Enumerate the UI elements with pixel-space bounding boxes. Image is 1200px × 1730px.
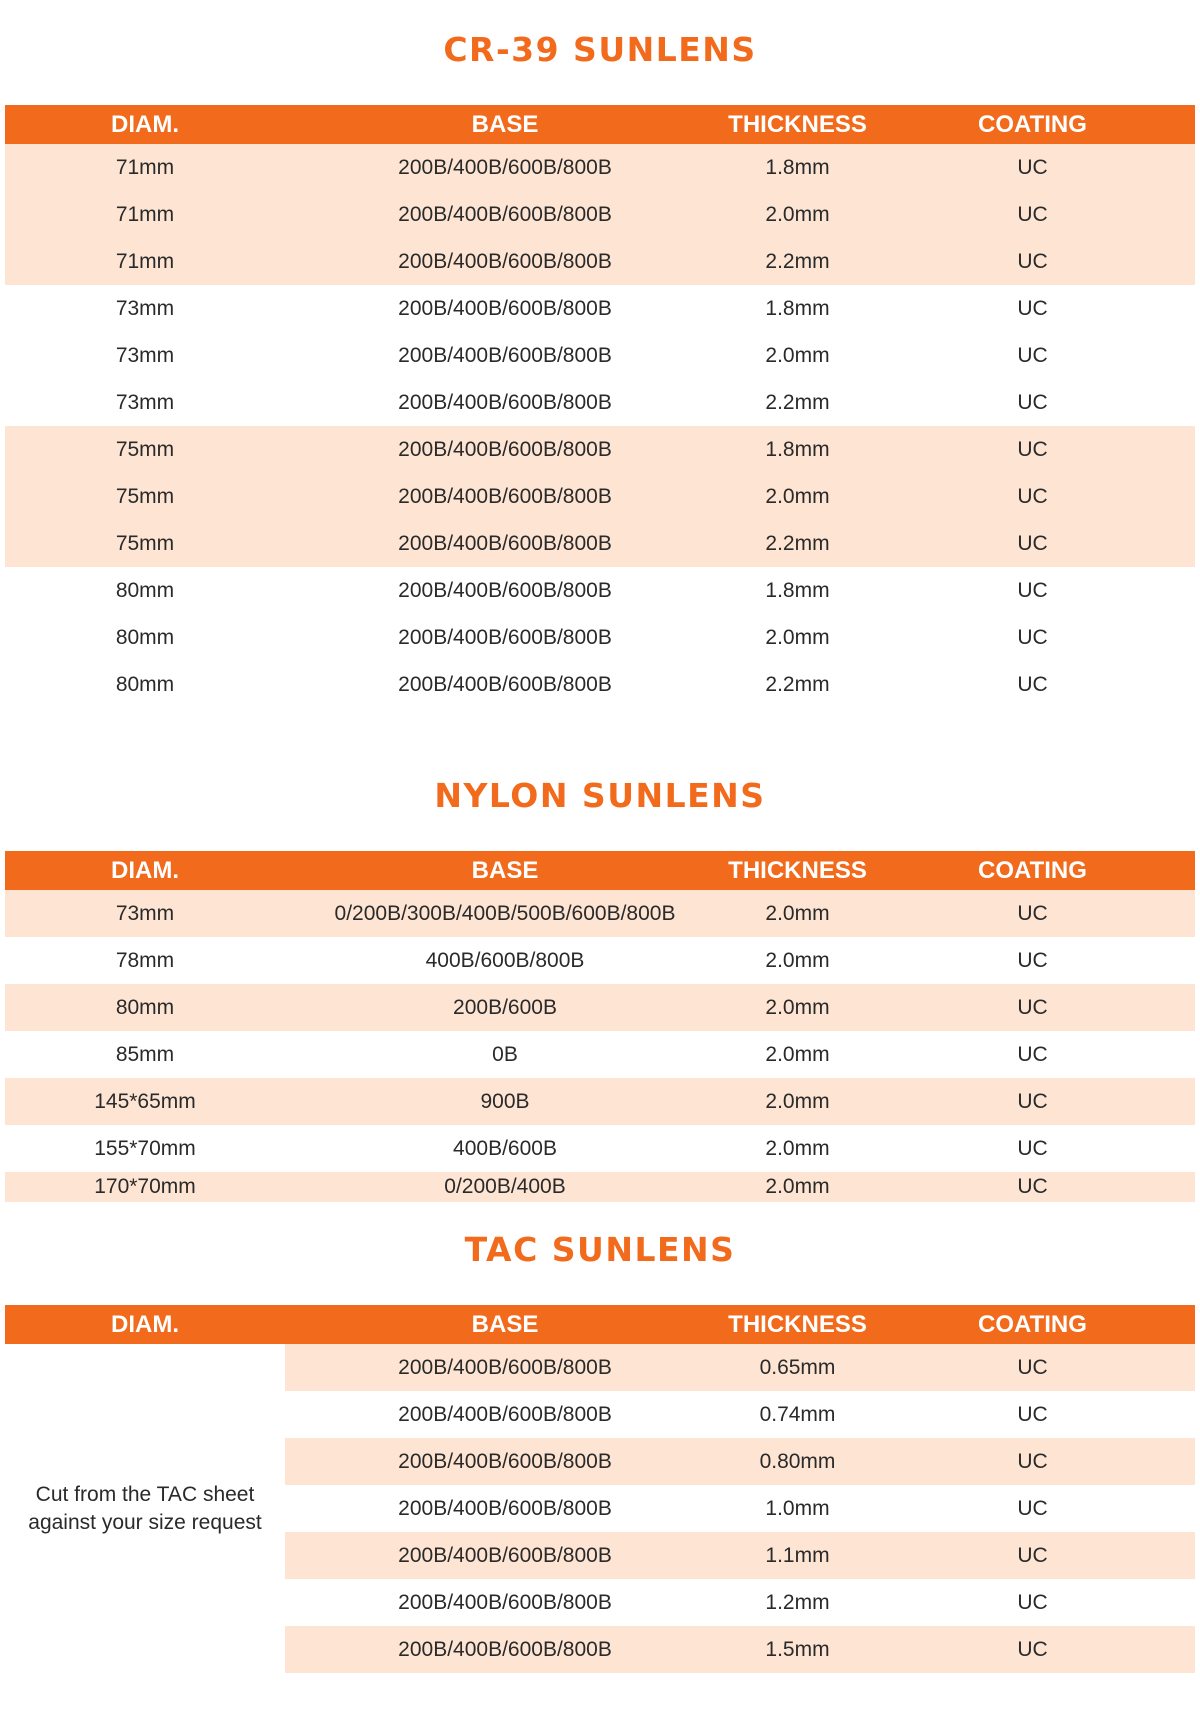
coating-cell: UC	[870, 1626, 1195, 1673]
coating-cell: UC	[870, 661, 1195, 708]
header-base: BASE	[285, 851, 725, 890]
base-cell: 200B/400B/600B/800B	[285, 661, 725, 708]
thickness-cell: 2.0mm	[725, 473, 870, 520]
tac-diam-note: Cut from the TAC sheet against your size request	[5, 1344, 285, 1673]
base-cell: 200B/400B/600B/800B	[285, 144, 725, 191]
diam-cell: 73mm	[5, 285, 285, 332]
base-cell: 0/200B/300B/400B/500B/600B/800B	[285, 890, 725, 937]
base-cell: 200B/400B/600B/800B	[285, 614, 725, 661]
tac-header-row	[5, 1305, 1195, 1344]
coating-cell: UC	[870, 144, 1195, 191]
coating-cell: UC	[870, 1438, 1195, 1485]
base-cell: 200B/400B/600B/800B	[285, 520, 725, 567]
coating-cell: UC	[870, 1344, 1195, 1391]
coating-cell: UC	[870, 520, 1195, 567]
header-diam: DIAM.	[5, 851, 285, 890]
table-row	[5, 1344, 1195, 1391]
thickness-cell: 2.0mm	[725, 1125, 870, 1172]
thickness-cell: 2.0mm	[725, 1031, 870, 1078]
table-row	[5, 285, 1195, 332]
table-row	[5, 567, 1195, 614]
thickness-cell: 1.2mm	[725, 1579, 870, 1626]
thickness-cell: 0.74mm	[725, 1391, 870, 1438]
table-row	[5, 614, 1195, 661]
coating-cell: UC	[870, 1172, 1195, 1202]
thickness-cell: 1.5mm	[725, 1626, 870, 1673]
coating-cell: UC	[870, 890, 1195, 937]
diam-cell: 80mm	[5, 567, 285, 614]
base-cell: 900B	[285, 1078, 725, 1125]
coating-cell: UC	[870, 614, 1195, 661]
coating-cell: UC	[870, 984, 1195, 1031]
header-diam: DIAM.	[5, 1305, 285, 1344]
coating-cell: UC	[870, 191, 1195, 238]
nylon-table	[5, 851, 1195, 1202]
base-cell: 400B/600B	[285, 1125, 725, 1172]
thickness-cell: 2.0mm	[725, 191, 870, 238]
tac-body	[5, 1344, 1195, 1673]
diam-cell: 73mm	[5, 379, 285, 426]
thickness-cell: 2.2mm	[725, 238, 870, 285]
base-cell: 200B/400B/600B/800B	[285, 379, 725, 426]
thickness-cell: 1.8mm	[725, 285, 870, 332]
header-thickness: THICKNESS	[725, 105, 870, 144]
nylon-title: NYLON SUNLENS	[434, 776, 766, 815]
base-cell: 200B/400B/600B/800B	[285, 1626, 725, 1673]
thickness-cell: 2.0mm	[725, 1172, 870, 1202]
base-cell: 200B/600B	[285, 984, 725, 1031]
base-cell: 200B/400B/600B/800B	[285, 1532, 725, 1579]
table-row	[5, 890, 1195, 937]
table-row	[5, 379, 1195, 426]
diam-cell: 71mm	[5, 144, 285, 191]
thickness-cell: 0.65mm	[725, 1344, 870, 1391]
table-row	[5, 1125, 1195, 1172]
table-row	[5, 473, 1195, 520]
coating-cell: UC	[870, 426, 1195, 473]
table-row	[5, 426, 1195, 473]
thickness-cell: 1.0mm	[725, 1485, 870, 1532]
coating-cell: UC	[870, 473, 1195, 520]
thickness-cell: 2.0mm	[725, 1078, 870, 1125]
thickness-cell: 2.2mm	[725, 379, 870, 426]
coating-cell: UC	[870, 1125, 1195, 1172]
thickness-cell: 1.8mm	[725, 144, 870, 191]
diam-cell: 75mm	[5, 426, 285, 473]
thickness-cell: 2.0mm	[725, 890, 870, 937]
diam-cell: 80mm	[5, 614, 285, 661]
coating-cell: UC	[870, 379, 1195, 426]
table-row	[5, 1078, 1195, 1125]
coating-cell: UC	[870, 1579, 1195, 1626]
diam-cell: 73mm	[5, 890, 285, 937]
base-cell: 200B/400B/600B/800B	[285, 1438, 725, 1485]
cr39-header-row	[5, 105, 1195, 144]
base-cell: 400B/600B/800B	[285, 937, 725, 984]
thickness-cell: 2.0mm	[725, 614, 870, 661]
base-cell: 0B	[285, 1031, 725, 1078]
diam-cell: 75mm	[5, 520, 285, 567]
base-cell: 200B/400B/600B/800B	[285, 332, 725, 379]
table-row	[5, 520, 1195, 567]
cr39-body	[5, 144, 1195, 708]
coating-cell: UC	[870, 1391, 1195, 1438]
header-base: BASE	[285, 1305, 725, 1344]
thickness-cell: 2.0mm	[725, 332, 870, 379]
diam-cell: 85mm	[5, 1031, 285, 1078]
base-cell: 200B/400B/600B/800B	[285, 426, 725, 473]
diam-cell: 80mm	[5, 984, 285, 1031]
coating-cell: UC	[870, 332, 1195, 379]
table-row	[5, 144, 1195, 191]
cr39-table	[5, 105, 1195, 708]
thickness-cell: 0.80mm	[725, 1438, 870, 1485]
coating-cell: UC	[870, 1031, 1195, 1078]
base-cell: 200B/400B/600B/800B	[285, 473, 725, 520]
base-cell: 200B/400B/600B/800B	[285, 1579, 725, 1626]
thickness-cell: 1.8mm	[725, 426, 870, 473]
nylon-body	[5, 890, 1195, 1202]
diam-cell: 155*70mm	[5, 1125, 285, 1172]
table-row	[5, 661, 1195, 708]
diam-cell: 71mm	[5, 191, 285, 238]
table-row	[5, 1172, 1195, 1202]
base-cell: 200B/400B/600B/800B	[285, 1391, 725, 1438]
coating-cell: UC	[870, 1532, 1195, 1579]
coating-cell: UC	[870, 1485, 1195, 1532]
diam-cell: 75mm	[5, 473, 285, 520]
table-row	[5, 191, 1195, 238]
header-thickness: THICKNESS	[725, 851, 870, 890]
tac-title: TAC SUNLENS	[464, 1230, 736, 1269]
table-row	[5, 1031, 1195, 1078]
coating-cell: UC	[870, 1078, 1195, 1125]
base-cell: 200B/400B/600B/800B	[285, 191, 725, 238]
base-cell: 200B/400B/600B/800B	[285, 1344, 725, 1391]
header-coating: COATING	[870, 105, 1195, 144]
tac-table	[5, 1305, 1195, 1673]
header-base: BASE	[285, 105, 725, 144]
cr39-title: CR-39 SUNLENS	[443, 30, 757, 69]
diam-cell: 80mm	[5, 661, 285, 708]
diam-cell: 73mm	[5, 332, 285, 379]
base-cell: 200B/400B/600B/800B	[285, 1485, 725, 1532]
base-cell: 0/200B/400B	[285, 1172, 725, 1202]
diam-cell: 170*70mm	[5, 1172, 285, 1202]
diam-cell: 145*65mm	[5, 1078, 285, 1125]
coating-cell: UC	[870, 285, 1195, 332]
header-diam: DIAM.	[5, 105, 285, 144]
header-coating: COATING	[870, 851, 1195, 890]
diam-cell: 78mm	[5, 937, 285, 984]
coating-cell: UC	[870, 937, 1195, 984]
thickness-cell: 2.2mm	[725, 661, 870, 708]
coating-cell: UC	[870, 567, 1195, 614]
base-cell: 200B/400B/600B/800B	[285, 238, 725, 285]
diam-cell: 71mm	[5, 238, 285, 285]
thickness-cell: 1.8mm	[725, 567, 870, 614]
thickness-cell: 2.0mm	[725, 984, 870, 1031]
thickness-cell: 2.2mm	[725, 520, 870, 567]
thickness-cell: 1.1mm	[725, 1532, 870, 1579]
header-thickness: THICKNESS	[725, 1305, 870, 1344]
header-coating: COATING	[870, 1305, 1195, 1344]
table-row	[5, 332, 1195, 379]
table-row	[5, 984, 1195, 1031]
nylon-header-row	[5, 851, 1195, 890]
base-cell: 200B/400B/600B/800B	[285, 567, 725, 614]
table-row	[5, 238, 1195, 285]
base-cell: 200B/400B/600B/800B	[285, 285, 725, 332]
thickness-cell: 2.0mm	[725, 937, 870, 984]
table-row	[5, 937, 1195, 984]
coating-cell: UC	[870, 238, 1195, 285]
